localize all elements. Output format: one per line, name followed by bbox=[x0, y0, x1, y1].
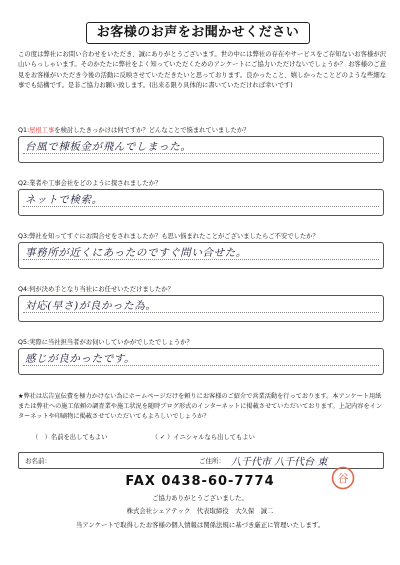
answer-box-3[interactable] bbox=[18, 242, 384, 269]
question-4-label: Q4:何が決め手となり当社にお任せいただけましたか？ bbox=[18, 286, 174, 293]
seal-stamp-icon bbox=[331, 466, 355, 490]
question-5 bbox=[18, 338, 384, 365]
option-initials-ok[interactable]: （ ✓ ）イニシャルなら出してもよい bbox=[151, 434, 255, 441]
answer-box-4[interactable] bbox=[18, 295, 384, 322]
question-1 bbox=[18, 126, 384, 153]
publication-notice: ★弊社は広告宣伝費を極力かけない為にホームページだけを頼りにお客様のご紹介で営業活動を行っております。本アンケート用紙または弊社への施工依頼の調査業や施工状況を随時ブログ形式のインターネットに掲載させていただいております。上記内容をインターネットや印刷物に掲載させていただいてもよろしいでしょうか？ bbox=[18, 393, 383, 420]
question-3 bbox=[18, 232, 384, 259]
option-name-ok[interactable]: （ ）名前を出してもよい bbox=[32, 434, 108, 441]
fax-number: FAX 0438-60-7774 bbox=[125, 474, 275, 489]
name-address-box bbox=[18, 452, 384, 469]
answer-box-2[interactable] bbox=[18, 189, 384, 216]
publication-options bbox=[32, 432, 255, 441]
address-value[interactable]: 八千代市 八千代台 東 bbox=[231, 457, 328, 468]
question-2 bbox=[18, 179, 384, 206]
address-label: ご住所： bbox=[199, 457, 225, 465]
question-4 bbox=[18, 285, 384, 312]
intro-text: この度は弊社にお問い合わせをいただき、誠にありがとうございます。世の中には弊社の存在やサービスをご存知ないお客様が沢山いらっしゃいます。そのかたたに弊社をよく知っていただくためのアンケートにご協力いただけないでしょうか？ お客様のご意見をお客様がいただき今後の活動に反映させていただきたいと思っております。良かったこと、嬉しかったことどのような些細な事でも結構です。是非ご協力お願い致します。(出来る限り具体的に書いていただければ幸いです) bbox=[18, 51, 386, 89]
name-label: お名前： bbox=[25, 457, 51, 465]
page-title: お客様のお声をお聞かせください bbox=[86, 22, 310, 44]
privacy-footer: 当アンケートで取得したお客様の個人情報は関係法規に基づき厳正に管理いたします。 bbox=[75, 521, 325, 529]
answer-box-1[interactable] bbox=[18, 136, 384, 163]
answer-3-text: 事務所が近くにあったのですぐ問い合せた。 bbox=[25, 247, 247, 259]
answer-2-text: ネットで検索。 bbox=[25, 194, 103, 206]
thanks-text: ご協力ありがとうございました。 bbox=[152, 494, 248, 502]
company-name: 株式会社シェアテック 代表取締役 大久保 誠二 bbox=[126, 507, 274, 515]
answer-5-text: 感じが良かったです。 bbox=[25, 353, 136, 365]
question-1-label: Q1:屋根工事を検討したきっかけは何ですか？どんなことで悩まれていましたか？ bbox=[18, 127, 250, 134]
question-5-label: Q5:実際に当社担当者がお伺いしていかがでしたでしょうか？ bbox=[18, 339, 193, 346]
answer-box-5[interactable] bbox=[18, 348, 384, 375]
stamp-char: 谷 bbox=[337, 472, 349, 485]
question-3-label: Q3:弊社を知ってすぐにお問合せをされましたか？も思い悩まれたことがございましたらご不安でしたか？ bbox=[18, 233, 319, 240]
answer-4-text: 対応(早さ)が良かった為。 bbox=[25, 300, 157, 312]
answer-1-text: 台風で棟板金が飛んでしまった。 bbox=[25, 141, 192, 153]
question-2-label: Q2:業者や工事会社をどのように探されましたか？ bbox=[18, 180, 162, 187]
